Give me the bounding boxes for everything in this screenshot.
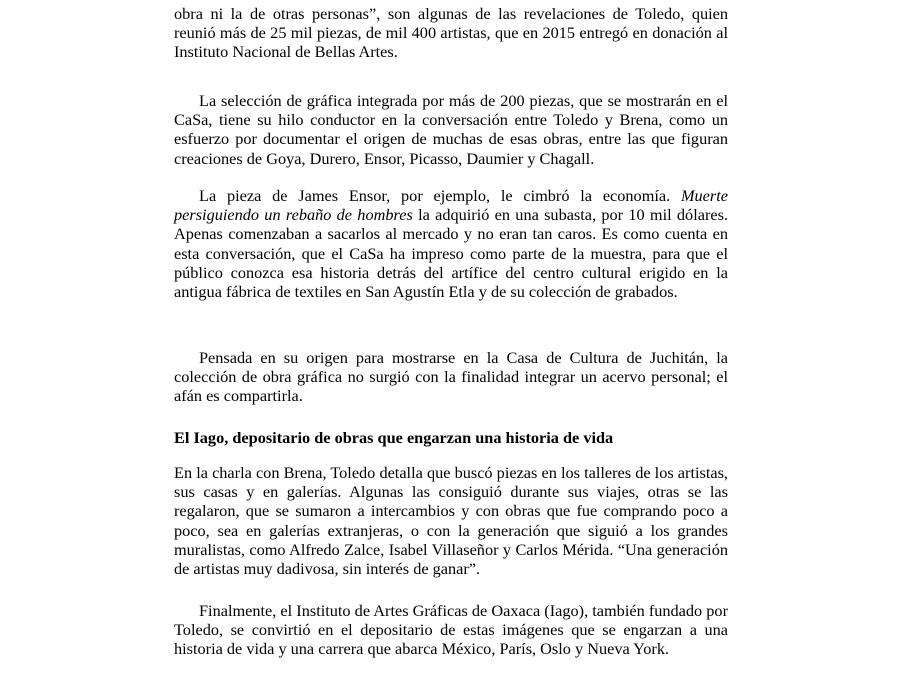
paragraph-seleccion-grafica: La selección de gráfica integrada por más de 200 piezas, que se mostrarán en el CaSa, tiene su hilo conductor en la conversación entre Toledo y Brena, como un esfuerzo por documentar el origen de muchas de esas obras, entre las que figuran creaciones de Goya, Durero, Ensor, Picasso, Daumier y Chagall. <box>174 91 728 168</box>
paragraph-charla-brena: En la charla con Brena, Toledo detalla que buscó piezas en los talleres de los artistas, sus casas y en galerías. Algunas las consiguió durante sus viajes, otras se las regalaron, que se sumaron a intercambios y con obras que fue comprando poco a poco, sea en galerías extranjeras, o con la generación que siguió a los grandes muralistas, como Alfredo Zalce, Isabel Villaseñor y Carlos Mérida. “Una generación de artistas muy dadivosa, sin interés de ganar”. <box>174 463 728 579</box>
artwork-title: Muerte persiguiendo un rebaño de hombres <box>174 186 728 225</box>
paragraph-continuation: obra ni la de otras personas”, son algunas de las revelaciones de Toledo, quien reunió más de 25 mil piezas, de mil 400 artistas, que en 2015 entregó en donación al Instituto Nacional de Bellas Artes. <box>174 4 728 62</box>
paragraph-casa-cultura: Pensada en su origen para mostrarse en la Casa de Cultura de Juchitán, la colección de obra gráfica no surgió con la finalidad integrar un acervo personal; el afán es compartirla. <box>174 348 728 406</box>
paragraph-james-ensor <box>174 186 728 301</box>
paragraph-text: La pieza de James Ensor, por ejemplo, le cimbró la economía. <box>199 186 681 205</box>
paragraph-iago: Finalmente, el Instituto de Artes Gráficas de Oaxaca (Iago), también fundado por Toledo, se convirtió en el depositario de estas imágenes que se engarzan a una historia de vida y una carrera que abarca México, París, Oslo y Nueva York. <box>174 601 728 659</box>
section-heading: El Iago, depositario de obras que engarzan una historia de vida <box>174 428 614 447</box>
paragraph-text: la adquirió en una subasta, por 10 mil dólares. Apenas comenzaban a sacarlos al mercado y no eran tan caros. Es como cuenta en esta conversación, que el CaSa ha impreso como parte de la muestra, para que el público conozca esa historia detrás del artífice del centro cultural erigido en la antigua fábrica de textiles en San Agustín Etla y de su colección de grabados. <box>174 205 728 302</box>
